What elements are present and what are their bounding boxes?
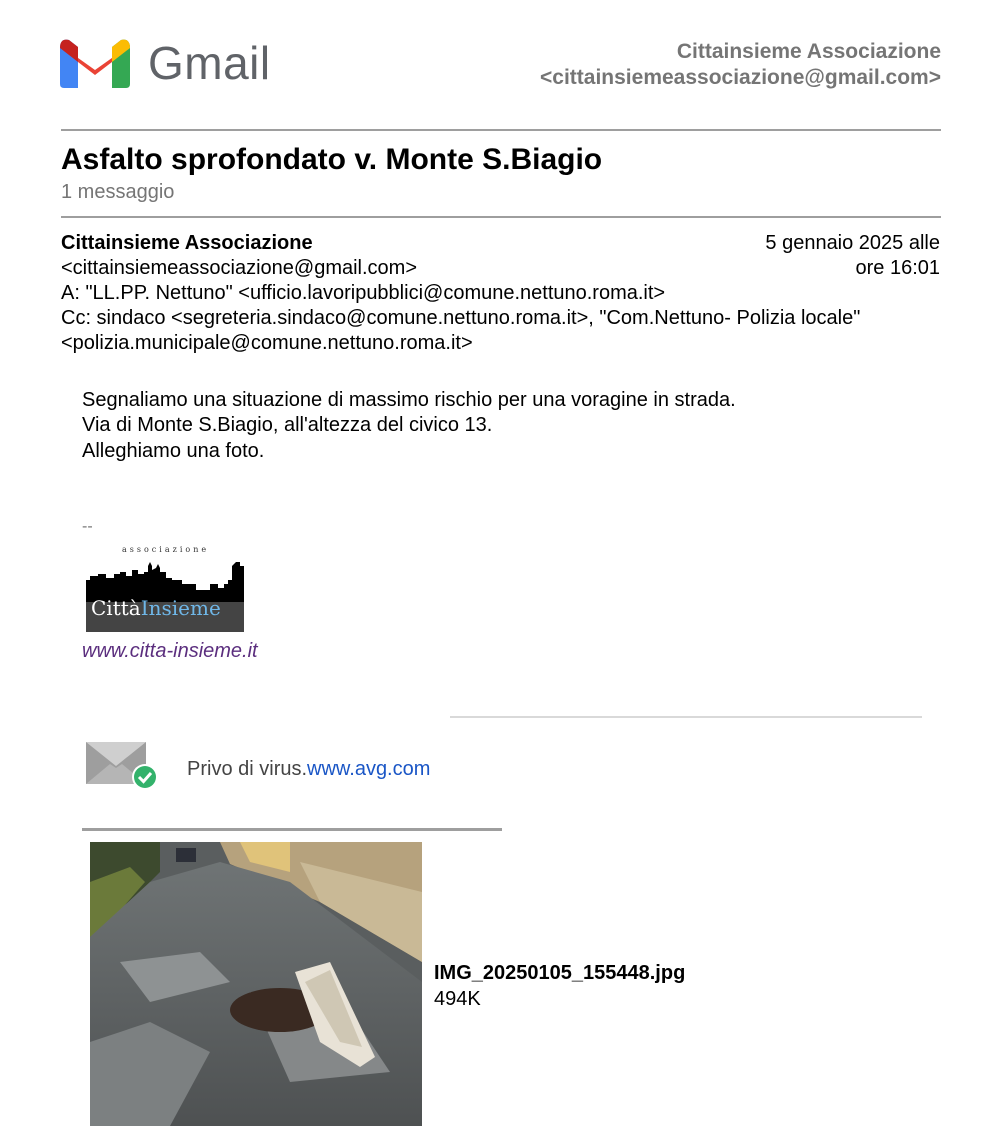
- body-line: Alleghiamo una foto.: [82, 440, 265, 462]
- recipient-line: A: "LL.PP. Nettuno" <ufficio.lavoripubblici@comune.nettuno.roma.it>: [61, 282, 666, 304]
- header-divider: [61, 129, 941, 131]
- virus-notice-text: Privo di virus.: [187, 758, 308, 780]
- attachment-filename[interactable]: IMG_20250105_155448.jpg: [434, 962, 686, 984]
- account-email: <cittainsiemeassociazione@gmail.com>: [540, 66, 941, 89]
- message-time: ore 16:01: [855, 257, 940, 279]
- logo-top-text: associazione: [122, 545, 210, 554]
- svg-text:CittàInsieme: [91, 596, 221, 620]
- logo-text-citta: Città: [91, 596, 141, 620]
- body-line: Segnaliamo una situazione di massimo rischio per una voragine in strada.: [82, 389, 736, 411]
- account-name: Cittainsieme Associazione: [676, 40, 941, 63]
- skyline-logo-icon: [86, 544, 244, 632]
- thread-subject: Asfalto sprofondato v. Monte S.Biagio: [61, 143, 603, 176]
- signature-separator: --: [82, 518, 93, 535]
- gmail-logo-icon: [60, 36, 130, 88]
- sender-email: <cittainsiemeassociazione@gmail.com>: [61, 257, 418, 279]
- signature-website-link[interactable]: www.citta-insieme.it: [82, 640, 258, 662]
- body-line: Via di Monte S.Biagio, all'altezza del civico 13.: [82, 414, 493, 436]
- message-date: 5 gennaio 2025 alle: [765, 232, 940, 254]
- virus-free-mail-icon: [86, 742, 160, 792]
- virus-notice: [187, 758, 430, 781]
- gmail-wordmark: Gmail: [148, 37, 271, 89]
- attachment-size: 494K: [434, 988, 481, 1010]
- attachment-divider: [82, 828, 502, 831]
- sender-name: Cittainsieme Associazione: [61, 232, 313, 254]
- avg-link[interactable]: www.avg.com: [307, 758, 431, 780]
- subject-divider: [61, 216, 941, 218]
- attachment-photo[interactable]: [90, 842, 422, 1126]
- logo-text-insieme: Insieme: [140, 596, 221, 620]
- cc-line: Cc: sindaco <segreteria.sindaco@comune.nettuno.roma.it>, "Com.Nettuno- Polizia locale" <polizia.municipale@comune.nettuno.roma.it>: [61, 307, 861, 354]
- cittainsieme-logo: [86, 544, 244, 632]
- message-count: 1 messaggio: [61, 181, 175, 203]
- signature-divider: [450, 716, 922, 718]
